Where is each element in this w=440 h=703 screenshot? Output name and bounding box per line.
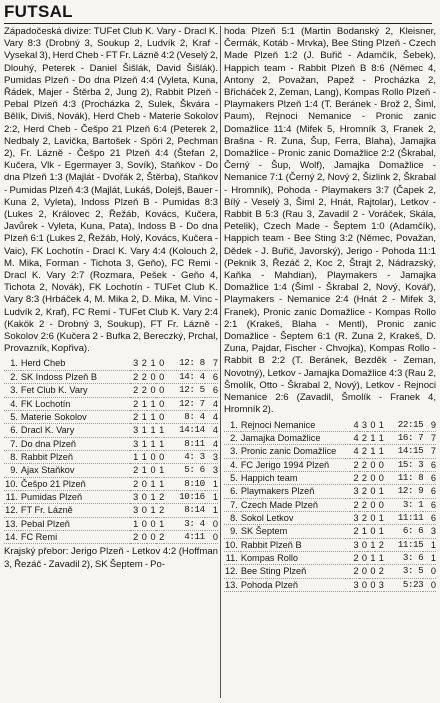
table-row	[4, 530, 218, 543]
table-row	[224, 419, 436, 432]
results-paragraph-right: hoda Plzeň 5:1 (Martin Bodanský 2, Kleisner, Čermák, Kotáb - Mrvka), Bee Sting Plzeň - Czech Made Plzeň 1:2 (J. Buřič - Adamčík, Šebek), Happich team - Rabbit Plzeň B 8:6 (Němec 4, Antony 2, Považan, Papež - Procházka 2, Břicháček 2, Zeman, Lang), Kompas Rollo Plzeň - Playmakers Plzeň 1:4 (T. Beránek - Brož 2, Šiml, Paum), Rejnoci Nemanice - Pronic zanic Domažlice 11:4 (Mifek 5, Hromník 3, Franek 2, Brašna - R. Zuna, Šup, Ferra, Blaha), Jamajka Domažlice - Pronic zanic Domažlice 2:2 (Škrabal, Černý - Šup, Wolf), Jamajka Domažlice - Nemanice 7:1 (Černý 2, Nový 2, Šizlink 2, Škrabal - Hromník), Pohoda - Playmakers 3:7 (Čapek 2, Bílý - Veselý 3, Šiml 2, Hnát, Rajtolar), Letkov - Rabbit B 5:3 (Rau 3, Zavadil 2 - Voráček, Skála, Petelik), Czech Made - Šeptem 1:0 (Adamčík), Happich team - Bee Sting 3:2 (Němec, Považan, Dědek - J. Buřič, Javorský), Jerigo - Pohoda 11:1 (Peknik 3, Řezáč 2, Koc 2, Štrajt 2, Nádrazský, Kaňka - Mahdian), Playmakers - Jamajka Domažlice 1:4 (Šiml - Škrabal 2, Nový, Kovář), Playmakers - Nemanice 2:4 (Hnát 2 - Mifek 3, Franek), Pronic zanic Domažlice - Kompas Rollo 2:1 (Krakeš, Blaha - Mentl), Pronic zanic Domažlice - Šeptem 6:1 (R. Zuna 2, Krakeš, D. Zuna, Pajdar, Fischer - Chvojka), Kompas Rollo - Rabbit B 2:2 (T. Beránek, Bezděk - Zeman, Novotný), Letkov - Jamajka Domažlice 4:3 (Rau 2, Šmolík, Otto - Škrabal 2, Nový), Letkov - Rejnoci Nemanice 2:6 (Zavadil, Šmolík - Franek 4, Hromník 2).	[224, 26, 436, 416]
standings-table-divize	[4, 357, 218, 544]
draws-cell: 1	[370, 446, 376, 457]
table-row	[224, 511, 436, 524]
table-row	[224, 458, 436, 471]
played-cell: 3	[353, 539, 359, 550]
table-row	[4, 490, 218, 503]
wins-cell: 2	[361, 472, 368, 483]
played-cell: 3	[353, 486, 359, 497]
rank-cell: 12.	[225, 566, 238, 577]
table-row	[4, 410, 218, 423]
draws-cell: 0	[150, 531, 156, 542]
played-cell: 3	[133, 438, 139, 449]
losses-cell: 2	[378, 539, 384, 550]
table-row	[224, 445, 436, 458]
team-name-cell: Czech Made Plzeň	[240, 499, 318, 510]
score-cell: 12: 7	[179, 397, 205, 409]
score-cell: 14:14	[179, 424, 205, 436]
team-name-cell: Sokol Letkov	[240, 512, 294, 523]
points-cell: 0	[430, 566, 436, 577]
score-cell: 3: 1	[402, 498, 424, 510]
losses-cell: 0	[159, 358, 165, 369]
rank-cell: 14.	[5, 531, 18, 542]
wins-cell: 0	[141, 505, 147, 516]
table-row	[224, 498, 436, 511]
right-column	[224, 26, 436, 594]
wins-cell: 3	[361, 419, 368, 430]
score-cell: 22:15	[397, 418, 424, 430]
rank-cell: 7.	[230, 499, 238, 510]
losses-cell: 2	[378, 566, 384, 577]
score-cell: 16: 7	[397, 431, 424, 443]
rank-cell: 5.	[10, 411, 18, 422]
team-name-cell: Materie Sokolov	[20, 411, 87, 422]
draws-cell: 0	[370, 566, 376, 577]
rank-cell: 11.	[225, 552, 238, 563]
draws-cell: 0	[150, 451, 156, 462]
team-name-cell: Pumidas Plzeň	[20, 491, 83, 502]
draws-cell: 1	[370, 539, 376, 550]
losses-cell: 1	[378, 432, 384, 443]
table-row	[4, 450, 218, 463]
draws-cell: 1	[150, 425, 156, 436]
rank-cell: 6.	[230, 486, 238, 497]
score-cell: 15: 3	[397, 458, 424, 470]
played-cell: 2	[133, 371, 139, 382]
losses-cell: 1	[159, 478, 165, 489]
played-cell: 3	[133, 505, 139, 516]
draws-cell: 0	[150, 518, 156, 529]
rank-cell: 8.	[10, 451, 18, 462]
draws-cell: 1	[370, 552, 376, 563]
rank-cell: 2.	[10, 371, 18, 382]
score-cell: 4:11	[184, 530, 205, 542]
score-cell: 12: 8	[179, 357, 205, 369]
team-name-cell: FT Fr. Lázně	[20, 505, 73, 516]
draws-cell: 1	[150, 398, 156, 409]
team-name-cell: SK Indoss Plzeň B	[20, 371, 97, 382]
draws-cell: 0	[370, 419, 376, 430]
score-cell: 6: 6	[402, 525, 424, 537]
table-row	[4, 424, 218, 437]
wins-cell: 1	[141, 398, 147, 409]
table-row	[224, 538, 436, 551]
team-name-cell: Playmakers Plzeň	[240, 486, 315, 497]
losses-cell: 0	[159, 411, 165, 422]
team-name-cell: Rejnoci Nemanice	[240, 419, 316, 430]
rank-cell: 2.	[230, 432, 238, 443]
losses-cell: 3	[378, 579, 384, 590]
points-cell: 0	[212, 518, 218, 529]
score-cell: 3: 5	[402, 565, 424, 577]
losses-cell: 1	[159, 438, 165, 449]
team-name-cell: FC Remi	[20, 531, 58, 542]
score-cell: 11:11	[397, 511, 424, 523]
team-name-cell: Fet Club K. Vary	[20, 385, 88, 396]
rank-cell: 3.	[230, 446, 238, 457]
played-cell: 4	[353, 446, 359, 457]
draws-cell: 1	[150, 505, 156, 516]
losses-cell: 1	[378, 419, 384, 430]
table-row	[224, 485, 436, 498]
played-cell: 3	[353, 512, 359, 523]
rank-cell: 1.	[10, 358, 18, 369]
played-cell: 4	[353, 432, 359, 443]
played-cell: 1	[133, 451, 139, 462]
played-cell: 2	[353, 459, 359, 470]
losses-cell: 1	[378, 486, 384, 497]
table-row	[4, 504, 218, 517]
team-name-cell: Rabbit Plzeň	[20, 451, 73, 462]
team-name-cell: Pronic zanic Domažlice	[240, 446, 337, 457]
wins-cell: 0	[361, 539, 368, 550]
draws-cell: 0	[370, 459, 376, 470]
score-cell: 11: 8	[397, 471, 424, 483]
wins-cell: 0	[141, 518, 147, 529]
points-cell: 6	[430, 512, 436, 523]
points-cell: 9	[430, 419, 436, 430]
points-cell: 6	[212, 371, 218, 382]
score-cell: 3: 6	[402, 551, 424, 563]
team-name-cell: Kompas Rollo	[240, 552, 299, 563]
table-row	[224, 551, 436, 564]
rank-cell: 5.	[230, 472, 238, 483]
score-cell: 14:15	[397, 445, 424, 457]
played-cell: 2	[353, 566, 359, 577]
team-name-cell: Češpo 21 Plzeň	[20, 478, 86, 489]
team-name-cell: FC Jerigo 1994 Plzeň	[240, 459, 330, 470]
table-row	[4, 384, 218, 397]
points-cell: 1	[212, 478, 218, 489]
table-row	[224, 565, 436, 578]
points-cell: 3	[212, 451, 218, 462]
section-title: FUTSAL	[4, 2, 432, 24]
score-cell: 8:14	[184, 504, 205, 516]
rank-cell: 13.	[225, 579, 238, 590]
team-name-cell: Jamajka Domažlice	[240, 432, 321, 443]
losses-cell: 0	[159, 451, 165, 462]
points-cell: 0	[212, 531, 218, 542]
points-cell: 7	[430, 446, 436, 457]
points-cell: 4	[212, 398, 218, 409]
score-cell: 5:23	[402, 578, 424, 590]
wins-cell: 0	[141, 531, 147, 542]
played-cell: 2	[353, 472, 359, 483]
losses-cell: 0	[378, 459, 384, 470]
losses-cell: 0	[378, 499, 384, 510]
points-cell: 1	[212, 505, 218, 516]
points-cell: 3	[430, 526, 436, 537]
wins-cell: 2	[361, 432, 368, 443]
losses-cell: 2	[159, 491, 165, 502]
team-name-cell: Pebal Plzeň	[20, 518, 70, 529]
wins-cell: 2	[361, 446, 368, 457]
table-row	[4, 370, 218, 383]
played-cell: 2	[353, 526, 359, 537]
draws-cell: 0	[370, 526, 376, 537]
points-cell: 6	[430, 459, 436, 470]
wins-cell: 0	[141, 491, 147, 502]
played-cell: 2	[133, 398, 139, 409]
losses-cell: 2	[159, 531, 165, 542]
losses-cell: 1	[159, 518, 165, 529]
table-row	[224, 578, 436, 591]
wins-cell: 1	[141, 411, 147, 422]
team-name-cell: Happich team	[240, 472, 298, 483]
wins-cell: 0	[141, 478, 147, 489]
table-row	[4, 437, 218, 450]
rank-cell: 9.	[230, 526, 238, 537]
draws-cell: 1	[370, 432, 376, 443]
wins-cell: 1	[141, 438, 147, 449]
losses-cell: 1	[378, 446, 384, 457]
draws-cell: 1	[150, 478, 156, 489]
rank-cell: 8.	[230, 512, 238, 523]
rank-cell: 13.	[5, 518, 18, 529]
wins-cell: 1	[141, 451, 147, 462]
losses-cell: 1	[159, 465, 165, 476]
wins-cell: 1	[141, 425, 147, 436]
table-row	[4, 357, 218, 370]
team-name-cell: Herd Cheb	[20, 358, 66, 369]
team-name-cell: FK Lochotín	[20, 398, 71, 409]
draws-cell: 0	[370, 512, 376, 523]
team-name-cell: Do dna Plzeň	[20, 438, 77, 449]
points-cell: 4	[212, 411, 218, 422]
losses-cell: 1	[378, 526, 384, 537]
results-paragraph-krajsky: Krajský přebor: Jerigo Plzeň - Letkov 4:2 (Hoffman 3, Řezáč - Zavadil 2), SK Šeptem - Po-	[4, 546, 218, 570]
table-row	[4, 477, 218, 490]
played-cell: 4	[353, 419, 359, 430]
played-cell: 2	[133, 465, 139, 476]
points-cell: 6	[430, 499, 436, 510]
rank-cell: 1.	[230, 419, 238, 430]
score-cell: 4: 3	[184, 450, 205, 462]
column-divider	[220, 26, 221, 698]
losses-cell: 1	[378, 552, 384, 563]
draws-cell: 1	[150, 358, 156, 369]
wins-cell: 1	[361, 526, 368, 537]
draws-cell: 0	[150, 385, 156, 396]
losses-cell: 0	[159, 398, 165, 409]
points-cell: 3	[212, 465, 218, 476]
standings-table-krajsky	[224, 419, 436, 592]
points-cell: 6	[212, 385, 218, 396]
draws-cell: 1	[150, 491, 156, 502]
table-row	[224, 471, 436, 484]
team-name-cell: SK Šeptem	[240, 526, 288, 537]
played-cell: 2	[133, 478, 139, 489]
team-name-cell: Dracl K. Vary	[20, 425, 75, 436]
played-cell: 3	[133, 358, 139, 369]
draws-cell: 0	[150, 465, 156, 476]
table-row	[224, 431, 436, 444]
draws-cell: 1	[150, 411, 156, 422]
score-cell: 8:11	[184, 437, 205, 449]
wins-cell: 0	[361, 566, 368, 577]
draws-cell: 0	[370, 486, 376, 497]
rank-cell: 9.	[10, 465, 18, 476]
wins-cell: 2	[141, 385, 147, 396]
wins-cell: 2	[361, 459, 368, 470]
points-cell: 1	[430, 539, 436, 550]
wins-cell: 2	[141, 371, 147, 382]
score-cell: 5: 6	[184, 464, 205, 476]
points-cell: 4	[212, 425, 218, 436]
points-cell: 0	[430, 579, 436, 590]
score-cell: 11:15	[397, 538, 424, 550]
rank-cell: 11.	[5, 491, 18, 502]
team-name-cell: Bee Sting Plzeň	[240, 566, 307, 577]
played-cell: 2	[353, 499, 359, 510]
points-cell: 4	[212, 438, 218, 449]
losses-cell: 0	[159, 385, 165, 396]
table-row	[4, 397, 218, 410]
score-cell: 12: 9	[397, 485, 424, 497]
score-cell: 14: 4	[179, 370, 205, 382]
rank-cell: 6.	[10, 425, 18, 436]
rank-cell: 4.	[10, 398, 18, 409]
rank-cell: 10.	[225, 539, 238, 550]
played-cell: 2	[353, 552, 359, 563]
team-name-cell: Rabbit Plzeň B	[240, 539, 302, 550]
wins-cell: 0	[361, 579, 368, 590]
rank-cell: 12.	[5, 505, 18, 516]
wins-cell: 2	[361, 499, 368, 510]
losses-cell: 0	[378, 472, 384, 483]
wins-cell: 2	[141, 358, 147, 369]
wins-cell: 0	[361, 552, 368, 563]
played-cell: 2	[133, 411, 139, 422]
losses-cell: 1	[159, 425, 165, 436]
points-cell: 7	[430, 432, 436, 443]
score-cell: 3: 4	[184, 517, 205, 529]
results-paragraph-left: Západočeská divize: TUFet Club K. Vary - Dracl K. Vary 8:3 (Drobný 3, Soukup 2, Ludvík 2, Kraf - Vysekal 3), Herd Cheb - FT Fr. Lázně 4:2 (Veselý 2, Dlouhý, Peterek - Daniel Šišlák, David Šišlák). Pumidas Plzeň - Do dna Plzeň 4:4 (Vyleta, Kuna, Řádek, Majer - Štěrba 2, Jung 2), Rabbit Plzeň - Pebal Plzeň 4:3 (Procházka 2, Sulek, Škvára - Bělík, Diviš, Novák), Herd Cheb - Materie Sokolov 2:2, Herd Cheb - Češpo 21 Plzeň 6:4 (Peterek 2, Nedbaly 2, Lavička, Bartošek - Spöri 2, Pechman 2), Fr. Lázně - Češpo 21 Plzeň 4:4 (Štefan 2, Kučera, Vlk - Egermayer 3, Sovík), Staňkov - Do dna Plzeň 1:3 (Majlát - Dvořák 2, Štěrba), Staňkov - Pumidas Plzeň 4:3 (Majlát, Lukáš, Dolejš, Bauer - Kuna 2, Vyleta), Indoss Plzeň B - Pumidas 8:3 (Lukes 2, Královec 2, Řežáb, Kovács, Kučera, Javůrek - Vyleta, Kuna, Pata), Indoss B - Do dna Plzeň 6:1 (Lukes 2, Řežáb, Holý, Kovács, Kučera - Vaic), FK Lochotín - Dracl K. Vary 4:4 (Kolouch 2, M. Mika, Forman - Tichota 3, Geňo), FC Remi - Dracl K. Vary 2:7 (Rozmara, Pešek - Geňo 4, Tichota 2, Novák), FK Lochotín - TUFet Club K. Vary 8:3 (Hrbáček 4, M. Mika 2, D. Mika, M. Vinc - Ludvík 2, Kraf), FC Remi - TUFet Club K. Vary 2:4 (Kakök 2 - Drobný 3, Soukup), FT Fr. Lázně - Sokolov 2:6 (Kučera 2 - Bufka 2, Bereczký, Prchal, Provazník, Kopřiva).	[4, 26, 218, 355]
losses-cell: 1	[378, 512, 384, 523]
score-cell: 8:10	[184, 477, 205, 489]
score-cell: 12: 5	[179, 384, 205, 396]
team-name-cell: Pohoda Plzeň	[240, 579, 299, 590]
played-cell: 3	[133, 491, 139, 502]
table-row	[224, 525, 436, 538]
points-cell: 1	[430, 552, 436, 563]
losses-cell: 0	[159, 371, 165, 382]
played-cell: 1	[133, 518, 139, 529]
wins-cell: 1	[141, 465, 147, 476]
wins-cell: 2	[361, 512, 368, 523]
score-cell: 8: 4	[184, 410, 205, 422]
played-cell: 3	[133, 425, 139, 436]
draws-cell: 1	[150, 438, 156, 449]
rank-cell: 10.	[5, 478, 18, 489]
draws-cell: 0	[370, 499, 376, 510]
points-cell: 1	[212, 491, 218, 502]
table-row	[4, 517, 218, 530]
played-cell: 2	[133, 385, 139, 396]
points-cell: 7	[212, 358, 218, 369]
wins-cell: 2	[361, 486, 368, 497]
rank-cell: 4.	[230, 459, 238, 470]
points-cell: 6	[430, 486, 436, 497]
team-name-cell: Ajax Staňkov	[20, 465, 75, 476]
points-cell: 6	[430, 472, 436, 483]
draws-cell: 0	[370, 579, 376, 590]
rank-cell: 3.	[10, 385, 18, 396]
draws-cell: 0	[150, 371, 156, 382]
table-row	[4, 464, 218, 477]
left-column	[4, 26, 218, 571]
draws-cell: 0	[370, 472, 376, 483]
score-cell: 10:16	[179, 490, 205, 502]
played-cell: 3	[353, 579, 359, 590]
rank-cell: 7.	[10, 438, 18, 449]
played-cell: 2	[133, 531, 139, 542]
losses-cell: 2	[159, 505, 165, 516]
